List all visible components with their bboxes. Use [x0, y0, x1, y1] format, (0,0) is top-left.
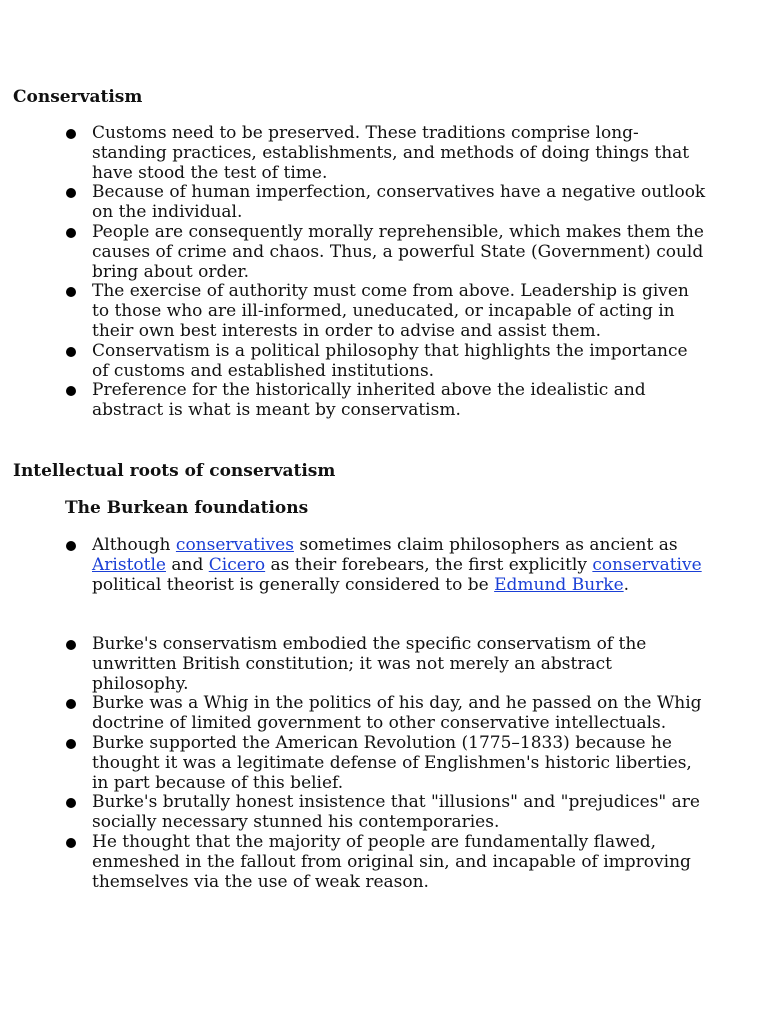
list-item — [0, 635, 768, 694]
list-item-text: Burke's brutally honest insistence that "illusions" and "prejudices" are socially necessary stunned his contemporaries. — [92, 792, 700, 833]
list-item-text: The exercise of authority must come from above. Leadership is given to those who are ill-informed, uneducated, or incapable of acting in their own best interests in order to advise and assist them. — [92, 281, 689, 341]
heading-conservatism: Conservatism — [13, 87, 143, 107]
list-item — [0, 124, 768, 183]
link-aristotle[interactable]: Aristotle — [92, 554, 166, 575]
link-cicero[interactable]: Cicero — [208, 554, 266, 575]
bullet-icon — [66, 228, 76, 238]
heading-burkean-foundations: The Burkean foundations — [65, 498, 309, 518]
list-item-text: Burke supported the American Revolution (1775–1833) because he thought it was a legitimate defense of Englishmen's historic liberties, in part because of this belief. — [92, 732, 692, 793]
list-item — [0, 793, 768, 833]
list-item — [0, 536, 768, 595]
list-item-text: People are consequently morally reprehensible, which makes them the causes of crime and chaos. Thus, a powerful State (Government) could bring about order. — [92, 221, 704, 282]
bullet-icon — [66, 640, 76, 650]
text-segment: Although — [92, 535, 176, 555]
bullet-icon — [66, 798, 76, 808]
text-segment: . — [623, 574, 630, 595]
list-item — [0, 183, 768, 223]
list-item-text: Because of human imperfection, conservatives have a negative outlook on the individual. — [92, 182, 706, 223]
bullet-icon — [66, 699, 76, 709]
list-item — [0, 282, 768, 341]
link-edmund-burke[interactable]: Edmund Burke — [494, 574, 624, 595]
text-segment: as their forebears, the first explicitly — [265, 554, 593, 575]
bullet-icon — [66, 739, 76, 749]
bullet-icon — [66, 347, 76, 357]
list-item — [0, 694, 768, 734]
list-item-text: Burke's conservatism embodied the specific conservatism of the unwritten British constitution; it was not merely an abstract philosophy. — [92, 634, 647, 694]
list-item — [0, 833, 768, 892]
bullet-icon — [66, 386, 76, 396]
text-segment: sometimes claim philosophers as ancient as — [293, 535, 678, 555]
list-item — [0, 734, 768, 793]
text-segment: political theorist is generally considered to be — [92, 574, 495, 595]
conservatism-bullet-list — [0, 124, 768, 421]
bullet-icon — [66, 129, 76, 139]
list-item — [0, 342, 768, 382]
list-item-text: Conservatism is a political philosophy that highlights the importance of customs and established institutions. — [92, 340, 688, 381]
list-item — [0, 381, 768, 421]
list-item-text: Customs need to be preserved. These traditions comprise long-standing practices, establishments, and methods of doing things that have stood the test of time. — [92, 123, 690, 183]
list-item-text: Preference for the historically inherited above the idealistic and abstract is what is meant by conservatism. — [92, 380, 646, 421]
bullet-icon — [66, 188, 76, 198]
bullet-icon — [66, 838, 76, 848]
burke-intro-bullet-list — [0, 536, 768, 595]
link-conservative[interactable]: conservative — [592, 554, 702, 575]
burke-bullet-list — [0, 635, 768, 892]
heading-intellectual-roots: Intellectual roots of conservatism — [13, 461, 336, 481]
bullet-icon — [66, 287, 76, 297]
list-item — [0, 223, 768, 282]
link-conservatives[interactable]: conservatives — [175, 535, 294, 555]
list-item-text: Burke was a Whig in the politics of his day, and he passed on the Whig doctrine of limited government to other conservative intellectuals. — [92, 693, 702, 734]
bullet-icon — [66, 541, 76, 551]
list-item-text: He thought that the majority of people are fundamentally flawed, enmeshed in the fallout from original sin, and incapable of improving themselves via the use of weak reason. — [92, 831, 691, 892]
text-segment: and — [165, 554, 209, 575]
